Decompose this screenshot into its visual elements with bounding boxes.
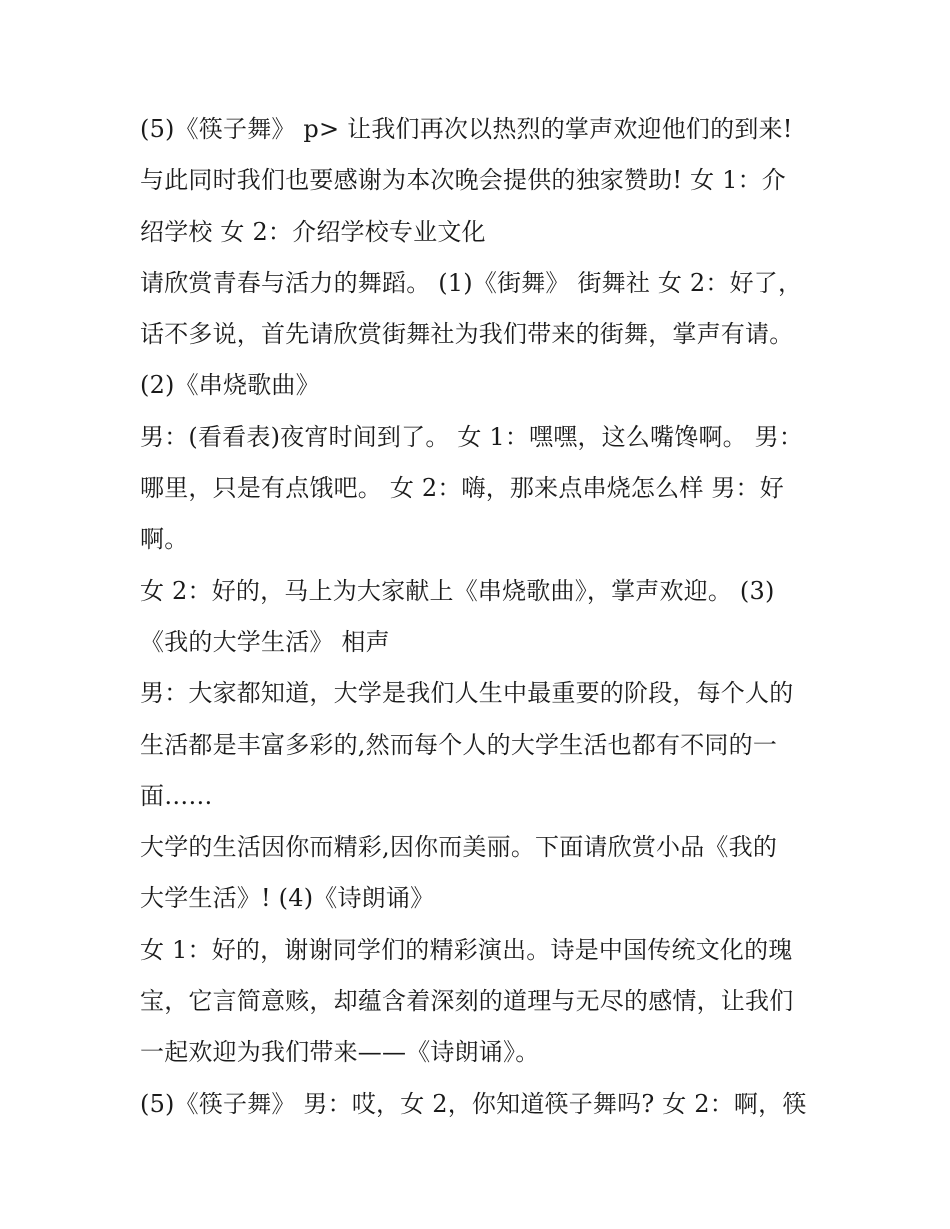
text-line: 男：(看看表)夜宵时间到了。 女 1：嘿嘿，这么嘴馋啊。 男：	[140, 422, 804, 451]
text-line: 生活都是丰富多彩的,然而每个人的大学生活也都有不同的一	[140, 730, 778, 759]
text-line: 女 2：好的，马上为大家献上《串烧歌曲》，掌声欢迎。 (3)	[140, 576, 775, 605]
text-line: 《我的大学生活》 相声	[140, 627, 390, 656]
text-line: 男：大家都知道，大学是我们人生中最重要的阶段，每个人的	[140, 679, 794, 708]
text-line: 哪里，只是有点饿吧。 女 2：嗨，那来点串烧怎么样 男：好	[140, 474, 784, 503]
text-line: 与此同时我们也要感谢为本次晚会提供的独家赞助! 女 1：介	[140, 166, 786, 195]
text-line: (2)《串烧歌曲》	[140, 371, 320, 400]
document-body	[140, 104, 830, 1130]
text-line: 大学生活》! (4)《诗朗诵》	[140, 884, 435, 913]
text-line: 女 1：好的，谢谢同学们的精彩演出。诗是中国传统文化的瑰	[140, 935, 793, 964]
text-line: (5)《筷子舞》 男：哎，女 2，你知道筷子舞吗? 女 2：啊，筷	[140, 1089, 807, 1118]
text-line: 宝，它言简意赅，却蕴含着深刻的道理与无尽的感情，让我们	[140, 987, 794, 1016]
text-line: 绍学校 女 2：介绍学校专业文化	[140, 217, 486, 246]
text-line: 话不多说，首先请欣赏街舞社为我们带来的街舞，掌声有请。	[140, 320, 794, 349]
text-line: 一起欢迎为我们带来——《诗朗诵》。	[140, 1038, 540, 1067]
text-line: 请欣赏青春与活力的舞蹈。 (1)《街舞》 街舞社 女 2：好了，	[140, 268, 803, 297]
text-line: 面……	[140, 781, 213, 810]
text-line: (5)《筷子舞》 p> 让我们再次以热烈的掌声欢迎他们的到来!	[140, 115, 793, 143]
text-line: 啊。	[140, 525, 189, 554]
text-line: 大学的生活因你而精彩,因你而美丽。下面请欣赏小品《我的	[140, 833, 778, 862]
